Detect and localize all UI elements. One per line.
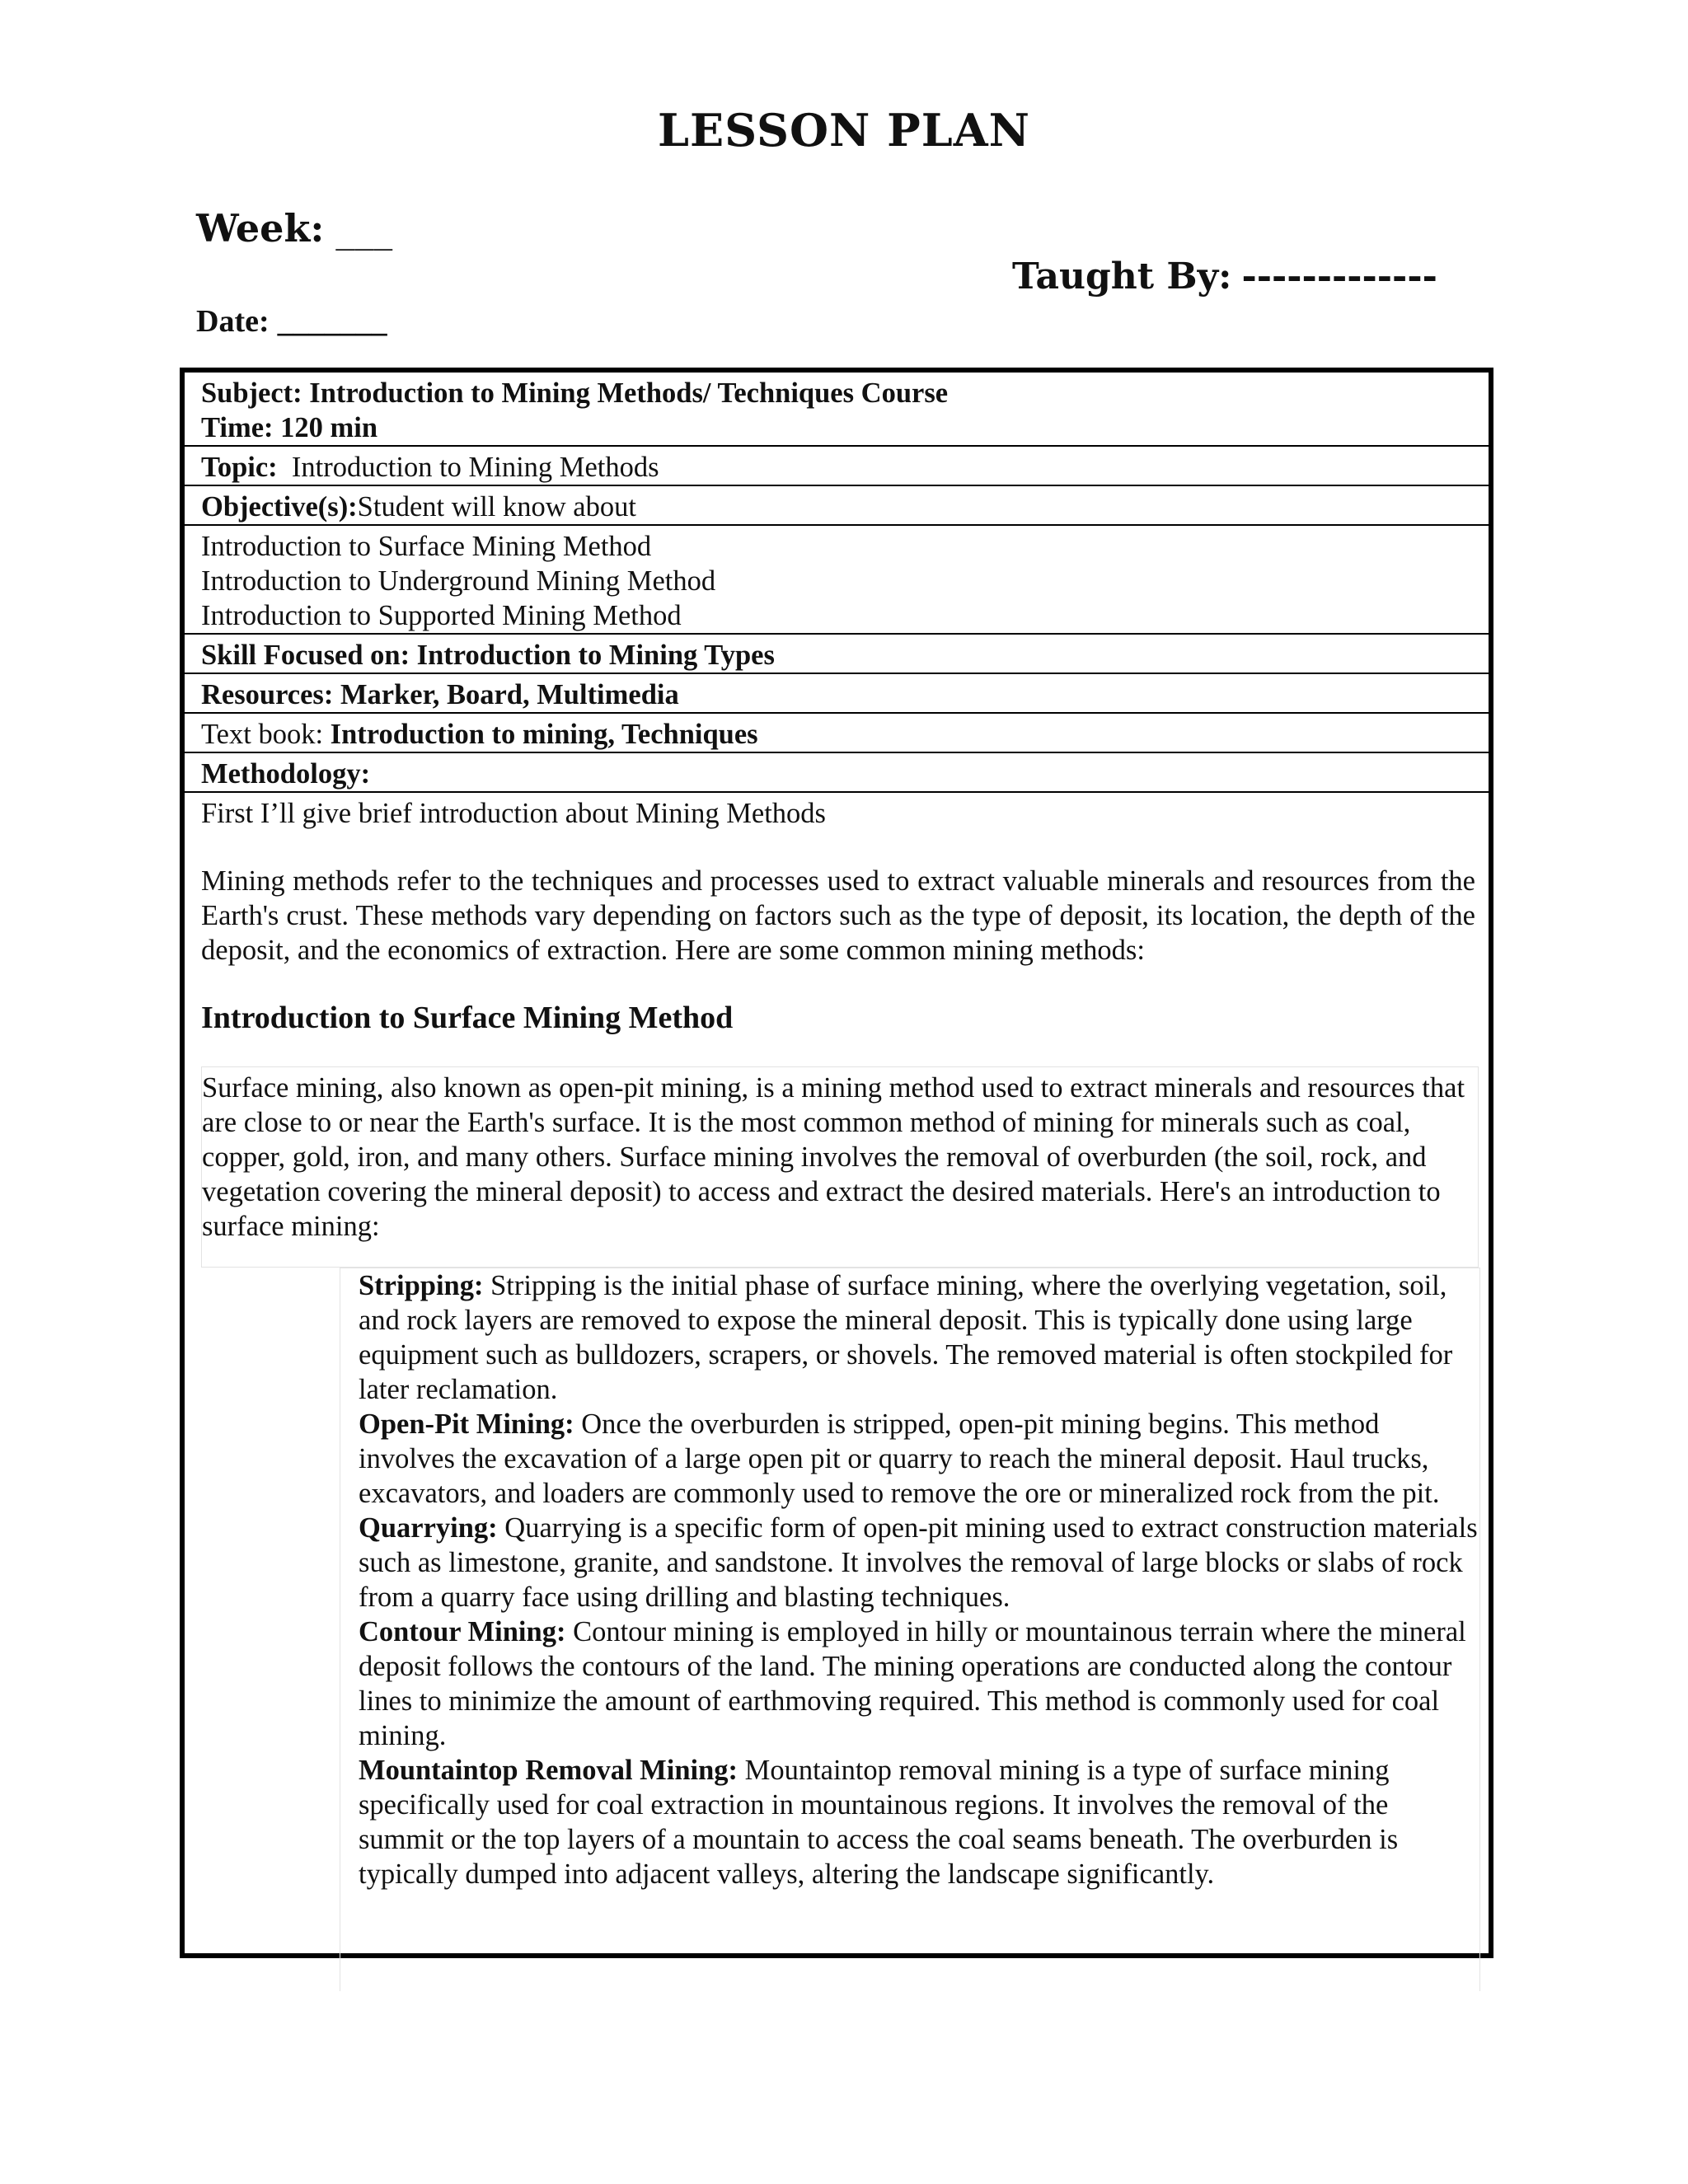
taught-by-value: ------------- (1241, 255, 1437, 298)
method-description: Contour mining is employed in hilly or mountainous terrain where the mineral deposit follows the contours of the land. The mining operations are conducted along the contour lines to minimize the amount of earthmoving required. This method is commonly used for coal mining. (359, 1616, 1466, 1751)
topic-row (185, 447, 1489, 486)
method-term: Mountaintop Removal Mining: (359, 1755, 738, 1786)
date-line (196, 303, 387, 340)
list-item (359, 1407, 1479, 1511)
method-description: Stripping is the initial phase of surface mining, where the overlying vegetation, soil, and rock layers are removed to expose the mineral deposit. This is typically done using large equipment such as bulldozers, scrapers, or shovels. The removed material is often stockpiled for later reclamation. (359, 1270, 1453, 1405)
topic-value: Introduction to Mining Methods (291, 452, 659, 483)
method-description: Quarrying is a specific form of open-pit mining used to extract construction materials such as limestone, granite, and sandstone. It involves the removal of large blocks or slabs of rock from a quarry face using drilling and blasting techniques. (359, 1512, 1478, 1613)
taught-by-line (1012, 255, 1437, 298)
objective-item-underground: Introduction to Underground Mining Method (201, 565, 716, 597)
taught-by-label: Taught By: (1012, 255, 1232, 298)
textbook-row (185, 714, 1489, 753)
objective-item-surface: Introduction to Surface Mining Method (201, 531, 652, 562)
topic-label: Topic: (201, 452, 278, 483)
list-item (359, 1268, 1479, 1407)
methodology-row: Methodology: (185, 753, 1489, 793)
subject-text: Subject: Introduction to Mining Methods/ Techniques Course (201, 377, 949, 409)
methodology-body (185, 793, 1489, 1991)
surface-mining-paragraph: Surface mining, also known as open-pit mining, is a mining method used to extract minerals and resources that are close to or near the Earth's surface. It is the most common method of mining for minerals such as coal, copper, gold, iron, and many others. Surface mining involves the removal of overburden (the soil, rock, and vegetation covering the mineral deposit) to access and extract the desired materials. Here's an introduction to surface mining: (202, 1072, 1465, 1242)
objective-value: Student will know about (357, 491, 636, 523)
week-value: ___ (335, 206, 393, 251)
method-term: Open-Pit Mining: (359, 1408, 574, 1440)
objective-item-supported: Introduction to Supported Mining Method (201, 600, 682, 631)
surface-mining-block (201, 1066, 1479, 1268)
page-title: LESSON PLAN (658, 104, 1030, 157)
resources-row: Resources: Marker, Board, Multimedia (185, 674, 1489, 714)
section-heading: Introduction to Surface Mining Method (201, 1001, 734, 1035)
objective-row (185, 486, 1489, 526)
list-item (359, 1753, 1479, 1891)
methodology-intro: First I’ll give brief introduction about Mining Methods (201, 798, 826, 829)
lesson-plan-table (180, 368, 1493, 1958)
time-text: Time: 120 min (201, 412, 378, 443)
skill-row: Skill Focused on: Introduction to Mining Types (185, 635, 1489, 674)
date-label: Date: (196, 304, 270, 339)
method-description: Once the overburden is stripped, open-pit mining begins. This method involves the excavation of a large open pit or quarry to reach the mineral deposit. Haul trucks, excavators, and loaders are commonly used to remove the ore or mineralized rock from the pit. (359, 1408, 1440, 1509)
week-line (196, 206, 392, 251)
objective-list-row (185, 526, 1489, 635)
method-description: Mountaintop removal mining is a type of surface mining specifically used for coal extraction in mountainous regions. It involves the removal of the summit or the top layers of a mountain to access the coal seams beneath. The overburden is typically dumped into adjacent valleys, altering the landscape significantly. (359, 1755, 1399, 1890)
list-item (359, 1511, 1479, 1615)
textbook-value: Introduction to mining, Techniques (330, 719, 758, 750)
textbook-label: Text book: (201, 719, 324, 750)
week-label: Week: (196, 206, 325, 251)
method-term: Contour Mining: (359, 1616, 566, 1647)
method-term: Quarrying: (359, 1512, 498, 1544)
objective-label: Objective(s): (201, 491, 358, 523)
list-item (359, 1615, 1479, 1753)
methodology-description: Mining methods refer to the techniques and processes used to extract valuable minerals and resources from the Earth's crust. These methods vary depending on factors such as the type of deposit, its location, the depth of the deposit, and the economics of extraction. Here are some common mining methods: (201, 865, 1475, 966)
surface-methods-list (340, 1268, 1480, 1991)
method-term: Stripping: (359, 1270, 484, 1301)
subject-row (185, 373, 1489, 447)
date-value: _______ (277, 304, 387, 339)
